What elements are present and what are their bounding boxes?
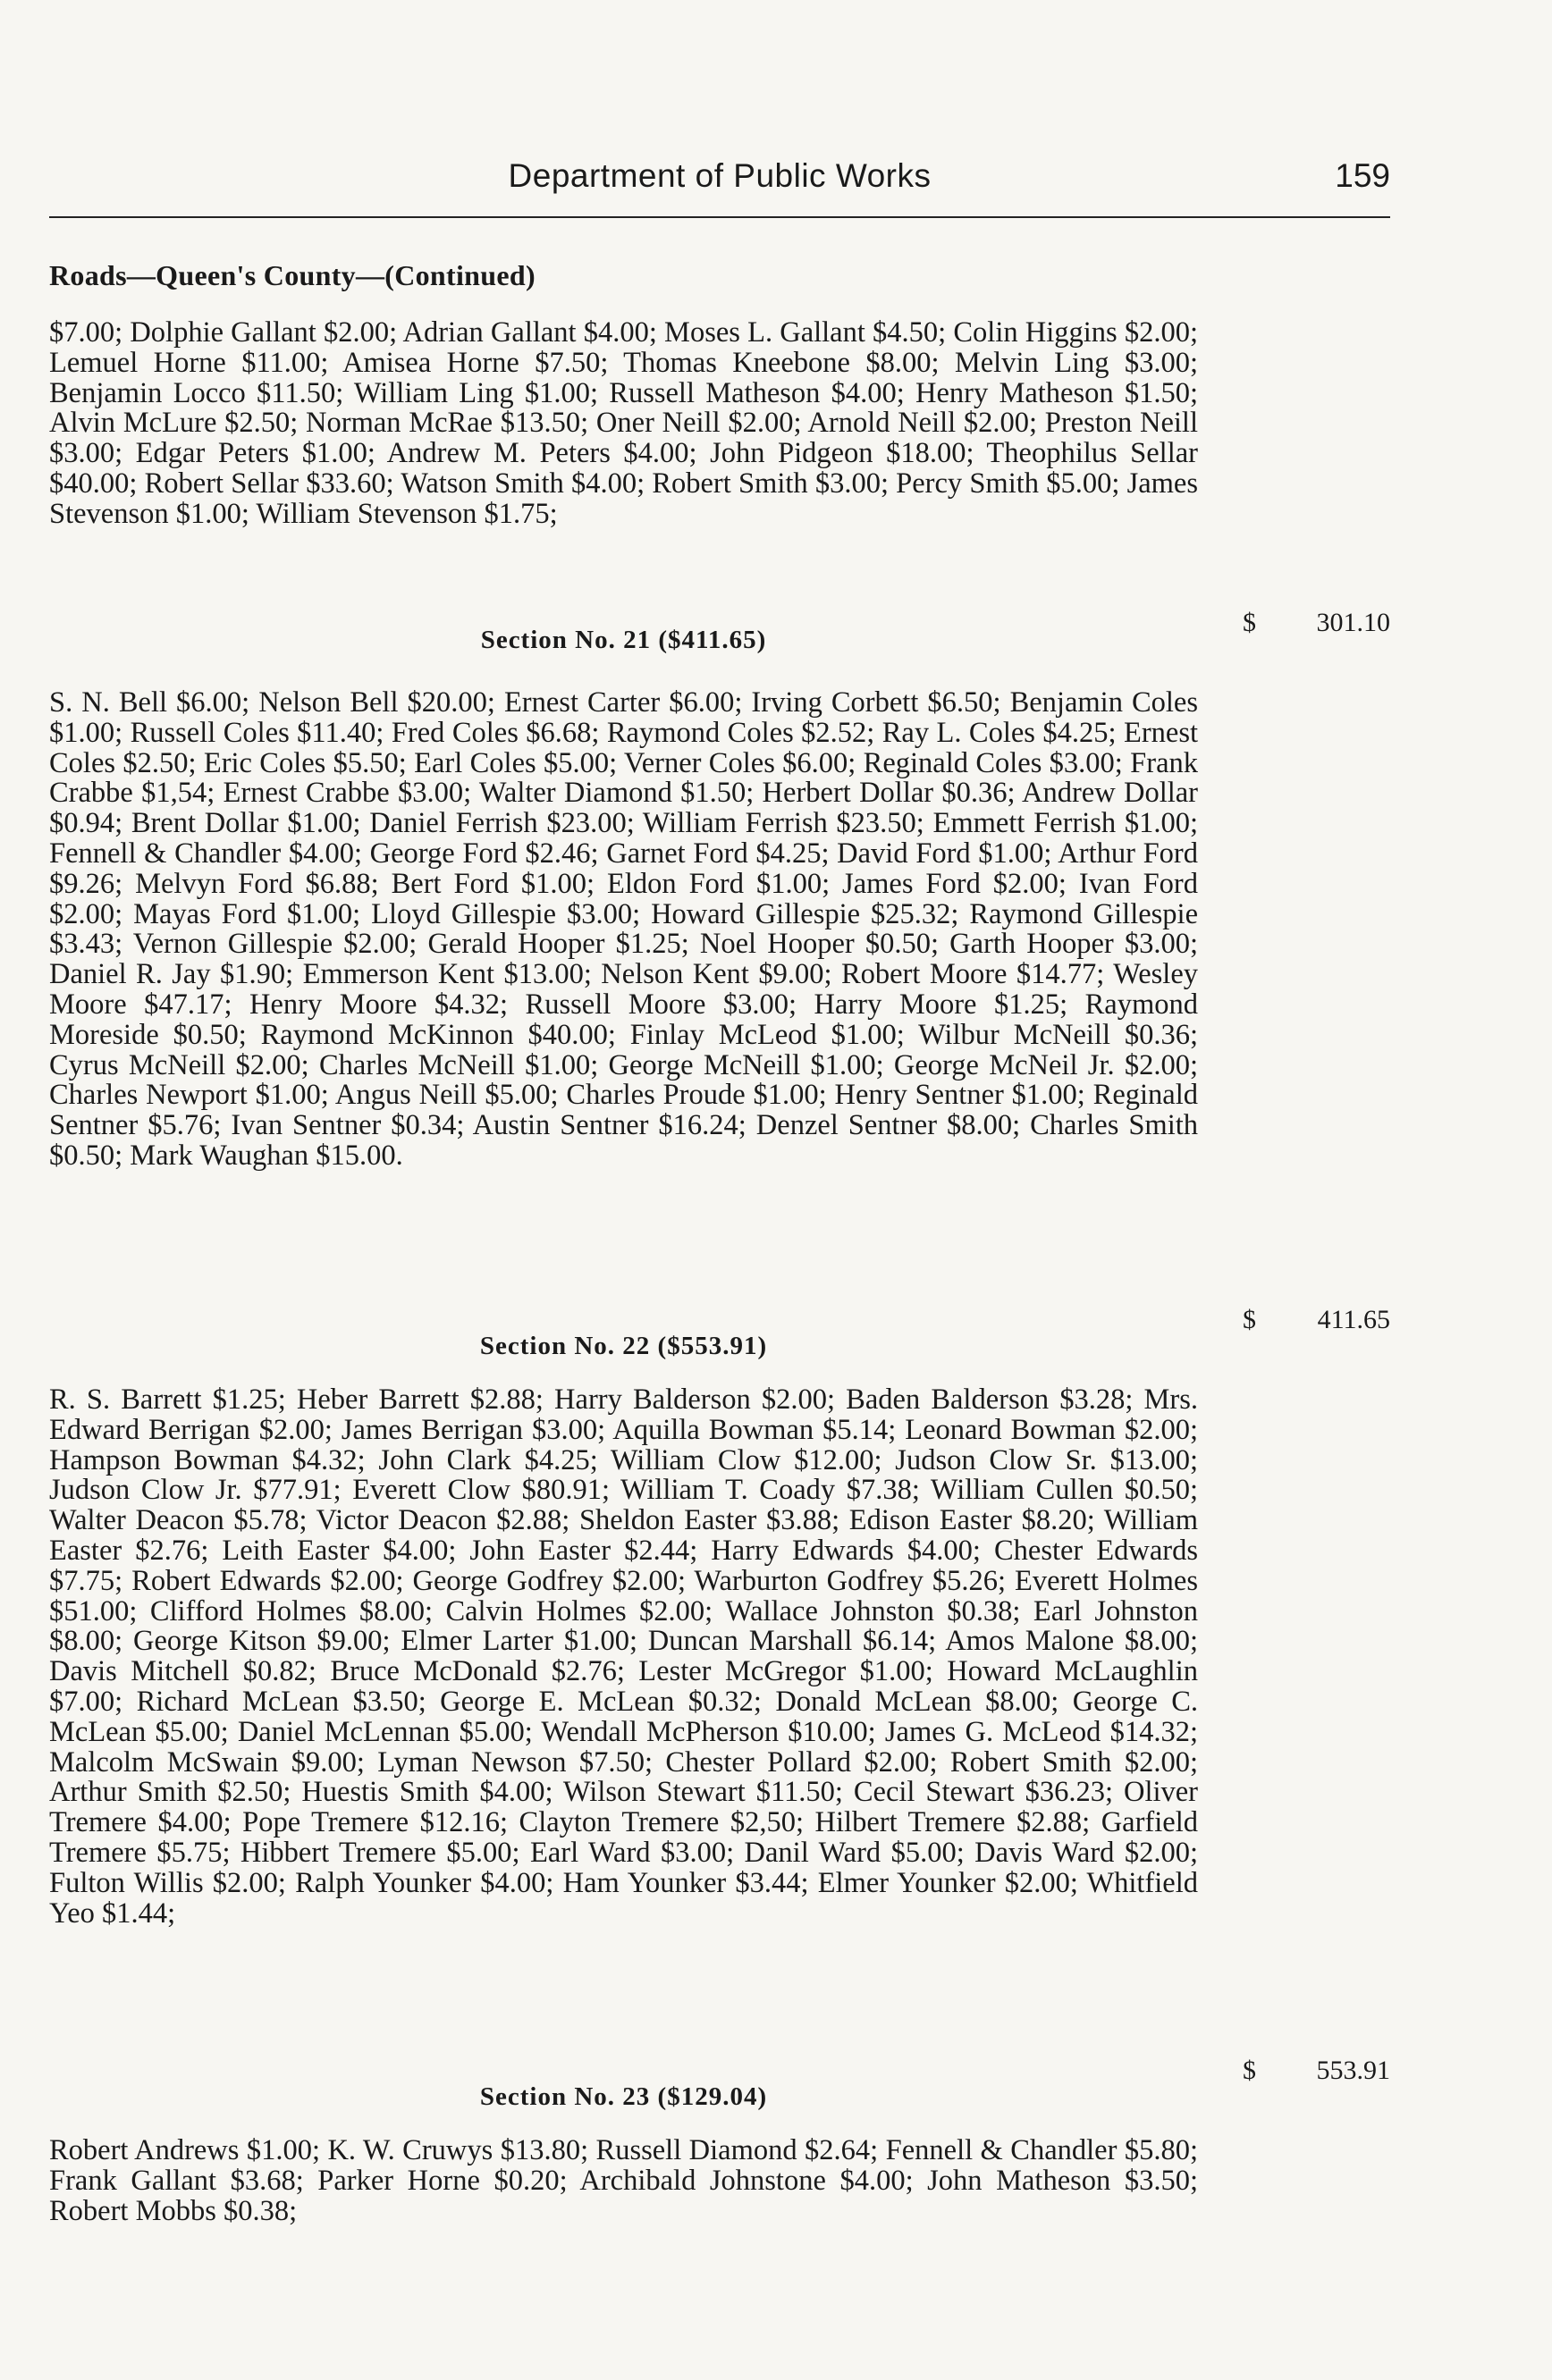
amount-value: 301.10	[1316, 608, 1390, 637]
amount-value: 411.65	[1317, 1305, 1390, 1334]
section-paragraph: S. N. Bell $6.00; Nelson Bell $20.00; Ernest Carter $6.00; Irving Corbett $6.50; Benjamin Coles $1.00; Russell Coles $11.40; Fred Coles $6.68; Raymond Coles $2.52; Ray L. Coles $4.25; Ernest Coles $2.50; Eric Coles $5.50; Earl Coles $5.00; Verner Coles $6.00; Reginald Coles $3.00; Frank Crabbe $1,54; Ernest Crabbe $3.00; Walter Diamond $1.50; Herbert Dollar $0.36; Andrew Dollar $0.94; Brent Dollar $1.00; Daniel Ferrish $23.00; William Ferrish $23.50; Emmett Ferrish $1.00; Fennell & Chandler $4.00; George Ford $2.46; Garnet Ford $4.25; David Ford $1.00; Arthur Ford $9.26; Melvyn Ford $6.88; Bert Ford $1.00; Eldon Ford $1.00; James Ford $2.00; Ivan Ford $2.00; Mayas Ford $1.00; Lloyd Gillespie $3.00; Howard Gillespie $25.32; Raymond Gillespie $3.43; Vernon Gillespie $2.00; Gerald Hooper $1.25; Noel Hooper $0.50; Garth Hooper $3.00; Daniel R. Jay $1.90; Emmerson Kent $13.00; Nelson Kent $9.00; Robert Moore $14.77; Wesley Moore $47.17; Henry Moore $4.32; Russell Moore $3.00; Harry Moore $1.25; Raymond Moreside $0.50; Raymond McKinnon $40.00; Finlay McLeod $1.00; Wilbur McNeill $0.36; Cyrus McNeill $2.00; Charles McNeill $1.00; George McNeill $1.00; George McNeil Jr. $2.00; Charles Newport $1.00; Angus Neill $5.00; Charles Proude $1.00; Henry Sentner $1.00; Reginald Sentner $5.76; Ivan Sentner $0.34; Austin Sentner $16.24; Denzel Sentner $8.00; Charles Smith $0.50; Mark Waughan $15.00.	[49, 686, 1198, 1172]
currency-sign: $	[1243, 1305, 1256, 1334]
continued-paragraph: $7.00; Dolphie Gallant $2.00; Adrian Gallant $4.00; Moses L. Gallant $4.50; Colin Higgins $2.00; Lemuel Horne $11.00; Amisea Horne $7.50; Thomas Kneebone $8.00; Melvin Ling $3.00; Benjamin Locco $11.50; William Ling $1.00; Russell Matheson $4.00; Henry Matheson $1.50; Alvin McLure $2.50; Norman McRae $13.50; Oner Neill $2.00; Arnold Neill $2.00; Preston Neill $3.00; Edgar Peters $1.00; Andrew M. Peters $4.00; John Pidgeon $18.00; Theophilus Sellar $40.00; Robert Sellar $33.60; Watson Smith $4.00; Robert Smith $3.00; Percy Smith $5.00; James Stevenson $1.00; William Stevenson $1.75;	[49, 316, 1198, 530]
continued-subhead: Roads—Queen's County—(Continued)	[49, 259, 536, 291]
section-heading: Section No. 23 ($129.04)	[479, 2082, 768, 2111]
header-rule	[49, 216, 1390, 218]
running-header	[49, 157, 1390, 195]
section-heading: Section No. 21 ($411.65)	[480, 626, 767, 654]
currency-sign: $	[1243, 608, 1256, 637]
total-amount	[1243, 608, 1390, 638]
section-paragraph: Robert Andrews $1.00; K. W. Cruwys $13.80; Russell Diamond $2.64; Fennell & Chandler $5.80; Frank Gallant $3.68; Parker Horne $0.20; Archibald Johnstone $4.00; John Matheson $3.50; Robert Mobbs $0.38;	[49, 2134, 1198, 2227]
total-amount	[1243, 1305, 1390, 1335]
currency-sign: $	[1243, 2056, 1256, 2085]
amount-value: 553.91	[1316, 2056, 1390, 2085]
header-title: Department of Public Works	[508, 157, 932, 194]
total-amount	[1243, 2056, 1390, 2086]
page-number: 159	[1335, 157, 1390, 194]
section-paragraph: R. S. Barrett $1.25; Heber Barrett $2.88; Harry Balderson $2.00; Baden Balderson $3.28; Mrs. Edward Berrigan $2.00; James Berrigan $3.00; Aquilla Bowman $5.14; Leonard Bowman $2.00; Hampson Bowman $4.32; John Clark $4.25; William Clow $12.00; Judson Clow Sr. $13.00; Judson Clow Jr. $77.91; Everett Clow $80.91; William T. Coady $7.38; William Cullen $0.50; Walter Deacon $5.78; Victor Deacon $2.88; Sheldon Easter $3.88; Edison Easter $8.20; William Easter $2.76; Leith Easter $4.00; John Easter $2.44; Harry Edwards $4.00; Chester Edwards $7.75; Robert Edwards $2.00; George Godfrey $2.00; Warburton Godfrey $5.26; Everett Holmes $51.00; Clifford Holmes $8.00; Calvin Holmes $2.00; Wallace Johnston $0.38; Earl Johnston $8.00; George Kitson $9.00; Elmer Larter $1.00; Duncan Marshall $6.14; Amos Malone $8.00; Davis Mitchell $0.82; Bruce McDonald $2.76; Lester McGregor $1.00; Howard McLaughlin $7.00; Richard McLean $3.50; George E. McLean $0.32; Donald McLean $8.00; George C. McLean $5.00; Daniel McLennan $5.00; Wendall McPherson $10.00; James G. McLeod $14.32; Malcolm McSwain $9.00; Lyman Newson $7.50; Chester Pollard $2.00; Robert Smith $2.00; Arthur Smith $2.50; Huestis Smith $4.00; Wilson Stewart $11.50; Cecil Stewart $36.23; Oliver Tremere $4.00; Pope Tremere $12.16; Clayton Tremere $2,50; Hilbert Tremere $2.88; Garfield Tremere $5.75; Hibbert Tremere $5.00; Earl Ward $3.00; Danil Ward $5.00; Davis Ward $2.00; Fulton Willis $2.00; Ralph Younker $4.00; Ham Younker $3.44; Elmer Younker $2.00; Whitfield Yeo $1.44;	[49, 1383, 1198, 1930]
section-heading: Section No. 22 ($553.91)	[479, 1332, 768, 1360]
